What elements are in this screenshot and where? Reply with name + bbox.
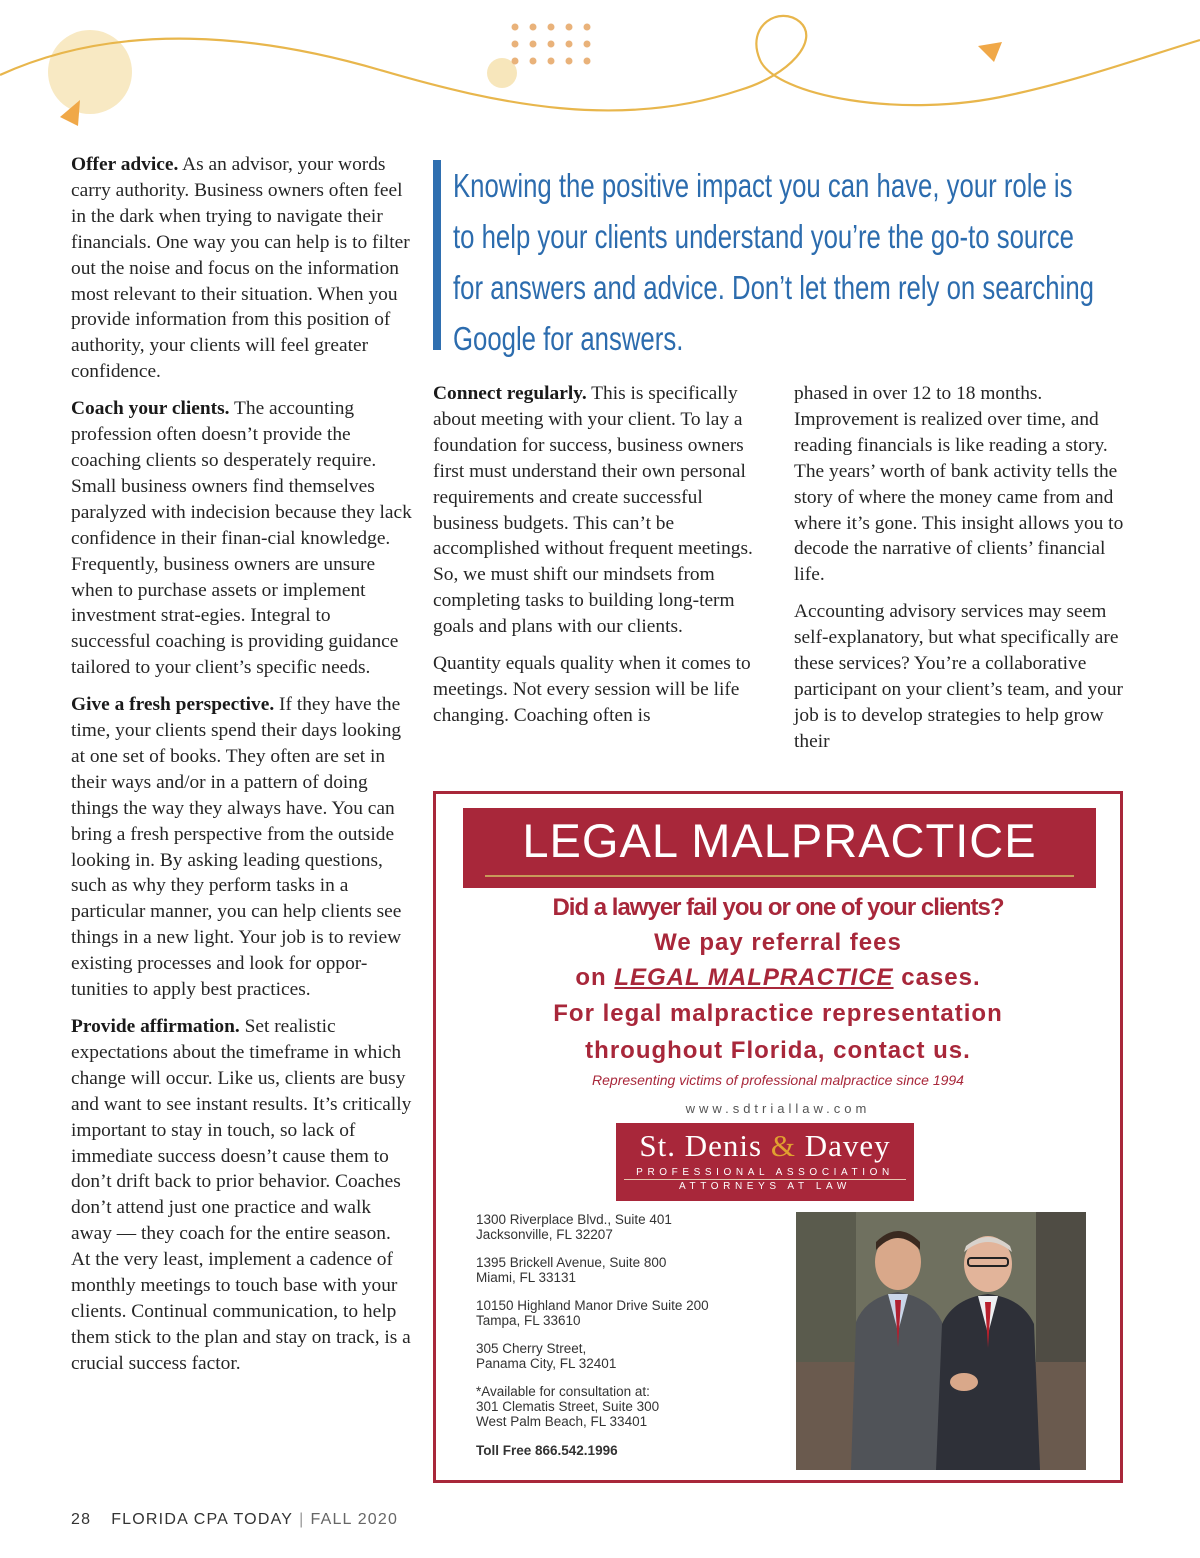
ad-banner xyxy=(463,808,1096,888)
ad-representation-line-1: For legal malpractice representation xyxy=(553,1000,1003,1027)
ad-since-tagline: Representing victims of professional malpractice since 1994 xyxy=(592,1072,964,1088)
paragraph-affirmation xyxy=(71,1014,413,1377)
office-address xyxy=(476,1341,786,1371)
firm-name xyxy=(616,1126,914,1166)
paragraph-advisory-services: Accounting advisory services may seem self-explanatory, but what specifically are these services? You’re a collaborative participant on your client’s team, and your job is to develop strategies to help grow their xyxy=(794,601,1124,752)
lead-affirmation: Provide affirmation. xyxy=(71,1016,240,1037)
ad-cases-emphasis: LEGAL MALPRACTICE xyxy=(614,964,894,991)
address-line: Tampa, FL 33610 xyxy=(476,1313,581,1328)
text-fresh-perspective: If they have the time, your clients spend their days looking at one set of books. They often are set in their ways and/or in a pattern of doing things the way they always have. You can bring a fresh perspective from the outside looking in. By asking leading questions, such as why they perform tasks in a particular manner, you can help clients see things in a new light. Your job is to review existing processes and look for oppor-tunities to apply best practices. xyxy=(71,694,402,1001)
address-line: Jacksonville, FL 32207 xyxy=(476,1227,613,1242)
pull-quote-line: Knowing the positive impact you can have, your role is xyxy=(453,167,1073,204)
article-column-1 xyxy=(71,152,413,1388)
footer-separator: | xyxy=(299,1511,305,1528)
address-line: 10150 Highland Manor Drive Suite 200 xyxy=(476,1298,709,1313)
ad-cases-prefix: on xyxy=(575,964,615,991)
address-line: 1300 Riverplace Blvd., Suite 401 xyxy=(476,1212,672,1227)
text-coach-clients: The accounting profession often doesn’t provide the coaching clients so desperately require. Small business owners find themselves paralyzed with indecision because they lack confidence in their finan-cial knowledge. Frequently, business owners are unsure when to purchase assets or implement investment strat-egies. Integral to successful coaching is providing guidance tailored to your client’s specific needs. xyxy=(71,398,412,679)
lead-fresh-perspective: Give a fresh perspective. xyxy=(71,694,275,716)
publication-name: FLORIDA CPA TODAY xyxy=(111,1511,294,1528)
text-connect-regularly: This is specifically about meeting with your client. To lay a foundation for success, business owners first must understand their own personal requirements and create successful business budgets. This can’t be accomplished without frequent meetings. So, we must shift our mindsets from completing tasks to building long-term goals and plans with our clients. xyxy=(433,383,753,638)
address-line: Miami, FL 33131 xyxy=(476,1270,577,1285)
issue-name: FALL 2020 xyxy=(310,1511,399,1528)
address-line: Panama City, FL 32401 xyxy=(476,1356,617,1371)
ad-banner-title: LEGAL MALPRACTICE xyxy=(522,814,1037,867)
ad-cases-line xyxy=(436,964,1120,992)
lead-coach-clients: Coach your clients. xyxy=(71,398,230,420)
ad-representation-line-2: throughout Florida, contact us. xyxy=(585,1037,971,1064)
paragraph-phased-in: phased in over 12 to 18 months. Improvement is realized over time, and reading financials is like reading a story. The years’ worth of bank activity tells the story of where the money came from and where it’s gone. This insight allows you to decode the narrative of clients’ financial life. xyxy=(794,383,1124,586)
paragraph-quantity-quality: Quantity equals quality when it comes to meetings. Not every session will be life changing. Coaching often is xyxy=(433,653,751,726)
article-column-2 xyxy=(433,381,773,740)
article-column-3 xyxy=(794,381,1139,766)
attorneys-illustration xyxy=(796,1212,1086,1470)
attorneys-photo xyxy=(796,1212,1086,1470)
ad-cases-suffix: cases. xyxy=(893,964,981,991)
firm-ampersand: & xyxy=(770,1128,796,1163)
pull-quote-line: Google for answers. xyxy=(453,320,684,357)
address-line: West Palm Beach, FL 33401 xyxy=(476,1414,648,1429)
office-address xyxy=(476,1212,786,1242)
lead-offer-advice: Offer advice. xyxy=(71,154,179,175)
office-addresses xyxy=(476,1212,786,1471)
office-address xyxy=(476,1298,786,1328)
address-line: 1395 Brickell Avenue, Suite 800 xyxy=(476,1255,667,1270)
firm-professional-association: PROFESSIONAL ASSOCIATION xyxy=(624,1166,906,1180)
address-line: *Available for consultation at: xyxy=(476,1384,650,1399)
pull-quote-line: for answers and advice. Don’t let them rely on searching xyxy=(453,269,1094,306)
firm-logo xyxy=(616,1123,914,1201)
page-footer xyxy=(71,1511,398,1529)
address-line: 305 Cherry Street, xyxy=(476,1341,587,1356)
legal-malpractice-ad[interactable] xyxy=(433,791,1123,1483)
address-line: 301 Clematis Street, Suite 300 xyxy=(476,1399,660,1414)
consultation-address xyxy=(476,1384,786,1429)
firm-attorneys-at-law: ATTORNEYS AT LAW xyxy=(679,1181,851,1192)
pull-quote-line: to help your clients understand you’re the go-to source xyxy=(453,218,1075,255)
decor-wave xyxy=(0,16,1200,111)
paragraph-offer-advice xyxy=(71,152,413,385)
office-address xyxy=(476,1255,786,1285)
paragraph-connect-regularly xyxy=(433,381,773,640)
text-affirmation: Set realistic expectations about the timeframe in which change will occur. Like us, clients are busy and want to see instant results. It’s critically important to stay in touch, so lack of immediate success doesn’t cause them to don’t drift back to prior behavior. Coaches don’t attend just one practice and walk away — they coach for the entire season. At the very least, implement a cadence of monthly meetings to touch base with your clients. Continual communication, to help them stick to the plan and stay on track, is a crucial success factor. xyxy=(71,1016,412,1374)
toll-free-number[interactable]: Toll Free 866.542.1996 xyxy=(476,1443,618,1458)
pull-quote xyxy=(433,160,1113,357)
decor-dot-grid xyxy=(512,24,591,65)
firm-name-part-2: Davey xyxy=(795,1128,891,1163)
decor-triangle-right xyxy=(978,42,1002,62)
header-decoration xyxy=(0,0,1200,140)
page-number: 28 xyxy=(71,1511,92,1528)
lead-connect-regularly: Connect regularly. xyxy=(433,383,587,404)
ad-banner-rule xyxy=(485,875,1074,877)
ad-website-link[interactable]: www.sdtriallaw.com xyxy=(685,1101,871,1116)
text-offer-advice: As an advisor, your words carry authority. Business owners often feel in the dark when trying to navigate their financials. One way you can help is to filter out the noise and focus on the information most relevant to their situation. When you provide information from this position of authority, your clients will feel greater confidence. xyxy=(71,154,410,383)
ad-question: Did a lawyer fail you or one of your clients? xyxy=(552,894,1004,921)
paragraph-coach-clients xyxy=(71,396,413,681)
firm-name-part-1: St. Denis xyxy=(639,1128,771,1163)
ad-referral-fees: We pay referral fees xyxy=(654,929,902,956)
paragraph-fresh-perspective xyxy=(71,692,413,1003)
